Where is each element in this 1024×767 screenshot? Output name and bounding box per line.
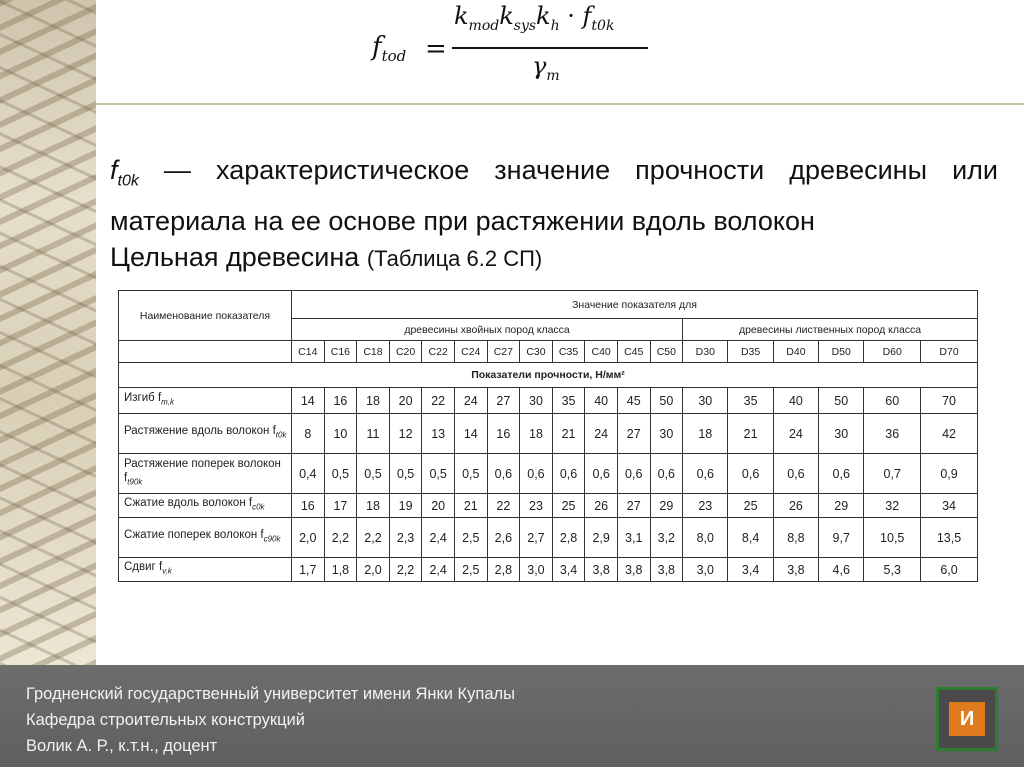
value-cell: 0,6 [617, 454, 650, 494]
value-cell: 2,9 [585, 518, 618, 558]
value-cell: 30 [819, 414, 864, 454]
value-cell: 2,0 [292, 518, 325, 558]
table-row [119, 454, 978, 494]
value-cell: 27 [487, 388, 520, 414]
value-cell: 21 [552, 414, 585, 454]
value-cell: 2,2 [389, 558, 422, 582]
value-cell: 0,6 [773, 454, 818, 494]
value-cell: 23 [520, 494, 553, 518]
value-cell: 2,2 [324, 518, 357, 558]
value-cell: 0,5 [389, 454, 422, 494]
footer-author: Волик А. Р., к.т.н., доцент [26, 737, 218, 755]
symbol-description [110, 150, 998, 241]
class-header-cell: C22 [422, 341, 455, 363]
value-cell: 30 [520, 388, 553, 414]
value-cell: 18 [520, 414, 553, 454]
row-label: Сжатие поперек волокон $f_{c90k}$ [119, 518, 292, 558]
design-strength-formula [372, 2, 672, 102]
value-cell: 40 [773, 388, 818, 414]
footer [0, 665, 1024, 767]
value-cell: 0,6 [552, 454, 585, 494]
value-cell: 2,7 [520, 518, 553, 558]
value-cell: 60 [864, 388, 921, 414]
value-cell: 0,6 [585, 454, 618, 494]
value-cell: 2,0 [357, 558, 390, 582]
value-cell: 35 [552, 388, 585, 414]
value-cell: 13 [422, 414, 455, 454]
value-cell: 3,0 [683, 558, 728, 582]
value-cell: 42 [921, 414, 978, 454]
value-cell: 1,7 [292, 558, 325, 582]
formula-equals: = [425, 34, 447, 64]
value-cell: 0,9 [921, 454, 978, 494]
group-header: Значение показателя для [292, 291, 978, 319]
value-cell: 5,3 [864, 558, 921, 582]
university-logo [936, 687, 998, 751]
value-cell: 27 [617, 494, 650, 518]
wood-texture-decoration [0, 0, 96, 665]
class-header-cell: D50 [819, 341, 864, 363]
value-cell: 14 [454, 414, 487, 454]
class-header-cell: C40 [585, 341, 618, 363]
value-cell: 35 [728, 388, 773, 414]
value-cell: 26 [773, 494, 818, 518]
footer-department: Кафедра строительных конструкций [26, 711, 305, 729]
value-cell: 3,4 [728, 558, 773, 582]
value-cell: 0,5 [422, 454, 455, 494]
value-cell: 0,6 [819, 454, 864, 494]
value-cell: 2,5 [454, 558, 487, 582]
value-cell: 29 [650, 494, 683, 518]
row-label: Растяжение поперек волокон $f_{t90k}$ [119, 454, 292, 494]
formula-numerator: $k_{mod}k_{sys}k_h \cdot f_{t0k}$ [454, 2, 615, 34]
value-cell: 21 [728, 414, 773, 454]
corner-header: Наименование показателя [119, 291, 292, 341]
class-header-cell: C35 [552, 341, 585, 363]
value-cell: 25 [728, 494, 773, 518]
value-cell: 17 [324, 494, 357, 518]
section-title: Показатели прочности, Н/мм² [119, 363, 978, 388]
class-header-cell: D35 [728, 341, 773, 363]
value-cell: 0,6 [520, 454, 553, 494]
value-cell: 2,6 [487, 518, 520, 558]
class-header-cell: C50 [650, 341, 683, 363]
class-header-cell: C24 [454, 341, 487, 363]
section-subtitle: Цельная древесина (Таблица 6.2 СП) [110, 242, 543, 272]
softwood-header: древесины хвойных пород класса [292, 319, 683, 341]
description-symbol: $f_{t0k}$ [110, 155, 139, 190]
strength-properties-table [118, 290, 978, 582]
value-cell: 10 [324, 414, 357, 454]
class-header-cell: C14 [292, 341, 325, 363]
value-cell: 24 [454, 388, 487, 414]
value-cell: 27 [617, 414, 650, 454]
value-cell: 50 [819, 388, 864, 414]
table-row [119, 558, 978, 582]
table-reference: (Таблица 6.2 СП) [366, 246, 543, 271]
row-label: Сдвиг $f_{v,k}$ [119, 558, 292, 582]
header-divider [96, 103, 1024, 105]
value-cell: 18 [683, 414, 728, 454]
value-cell: 0,7 [864, 454, 921, 494]
value-cell: 32 [864, 494, 921, 518]
value-cell: 8,8 [773, 518, 818, 558]
value-cell: 22 [487, 494, 520, 518]
value-cell: 20 [389, 388, 422, 414]
logo-mark-icon: И [949, 702, 985, 736]
value-cell: 50 [650, 388, 683, 414]
class-header-cell: D40 [773, 341, 818, 363]
value-cell: 10,5 [864, 518, 921, 558]
class-header-cell: C18 [357, 341, 390, 363]
value-cell: 0,6 [487, 454, 520, 494]
value-cell: 29 [819, 494, 864, 518]
value-cell: 0,6 [683, 454, 728, 494]
value-cell: 30 [683, 388, 728, 414]
value-cell: 8,0 [683, 518, 728, 558]
value-cell: 2,4 [422, 558, 455, 582]
value-cell: 3,4 [552, 558, 585, 582]
table-row [119, 414, 978, 454]
value-cell: 40 [585, 388, 618, 414]
value-cell: 2,3 [389, 518, 422, 558]
value-cell: 19 [389, 494, 422, 518]
value-cell: 1,8 [324, 558, 357, 582]
value-cell: 6,0 [921, 558, 978, 582]
value-cell: 3,8 [773, 558, 818, 582]
footer-university: Гродненский государственный университет имени Янки Купалы [26, 685, 516, 703]
value-cell: 11 [357, 414, 390, 454]
value-cell: 70 [921, 388, 978, 414]
value-cell: 30 [650, 414, 683, 454]
value-cell: 22 [422, 388, 455, 414]
row-label: Изгиб $f_{m,k}$ [119, 388, 292, 414]
class-header-cell: D70 [921, 341, 978, 363]
value-cell: 2,2 [357, 518, 390, 558]
row-label: Растяжение вдоль волокон $f_{t0k}$ [119, 414, 292, 454]
class-header-cell: D30 [683, 341, 728, 363]
class-header-cell: C27 [487, 341, 520, 363]
table-row [119, 518, 978, 558]
value-cell: 0,6 [728, 454, 773, 494]
table-row [119, 388, 978, 414]
value-cell: 2,5 [454, 518, 487, 558]
class-header-cell: C45 [617, 341, 650, 363]
value-cell: 24 [585, 414, 618, 454]
table-row [119, 494, 978, 518]
value-cell: 3,8 [650, 558, 683, 582]
formula-lhs: $f_{tod}$ [372, 32, 407, 66]
value-cell: 18 [357, 388, 390, 414]
value-cell: 2,8 [552, 518, 585, 558]
value-cell: 0,5 [454, 454, 487, 494]
value-cell: 13,5 [921, 518, 978, 558]
value-cell: 16 [487, 414, 520, 454]
value-cell: 26 [585, 494, 618, 518]
value-cell: 3,1 [617, 518, 650, 558]
value-cell: 4,6 [819, 558, 864, 582]
class-header-cell: C20 [389, 341, 422, 363]
value-cell: 0,5 [324, 454, 357, 494]
description-text: — характеристическое значение прочности древесины или материала на ее основе при растяжении вдоль волокон [110, 155, 998, 237]
class-header-cell: C16 [324, 341, 357, 363]
formula-denominator: $\gamma_m$ [532, 52, 560, 84]
value-cell: 3,8 [617, 558, 650, 582]
value-cell: 25 [552, 494, 585, 518]
value-cell: 3,0 [520, 558, 553, 582]
class-header-cell: D60 [864, 341, 921, 363]
value-cell: 0,6 [650, 454, 683, 494]
value-cell: 36 [864, 414, 921, 454]
value-cell: 14 [292, 388, 325, 414]
value-cell: 23 [683, 494, 728, 518]
value-cell: 45 [617, 388, 650, 414]
value-cell: 3,2 [650, 518, 683, 558]
value-cell: 12 [389, 414, 422, 454]
value-cell: 8,4 [728, 518, 773, 558]
value-cell: 3,8 [585, 558, 618, 582]
value-cell: 24 [773, 414, 818, 454]
value-cell: 21 [454, 494, 487, 518]
value-cell: 18 [357, 494, 390, 518]
hardwood-header: древесины лиственных пород класса [683, 319, 978, 341]
fraction-bar [452, 47, 648, 49]
value-cell: 0,4 [292, 454, 325, 494]
value-cell: 2,8 [487, 558, 520, 582]
value-cell: 20 [422, 494, 455, 518]
value-cell: 16 [324, 388, 357, 414]
blank-cell [119, 341, 292, 363]
value-cell: 16 [292, 494, 325, 518]
class-header-row [119, 341, 978, 363]
value-cell: 9,7 [819, 518, 864, 558]
value-cell: 34 [921, 494, 978, 518]
class-header-cell: C30 [520, 341, 553, 363]
value-cell: 8 [292, 414, 325, 454]
value-cell: 2,4 [422, 518, 455, 558]
value-cell: 0,5 [357, 454, 390, 494]
row-label: Сжатие вдоль волокон $f_{c0k}$ [119, 494, 292, 518]
